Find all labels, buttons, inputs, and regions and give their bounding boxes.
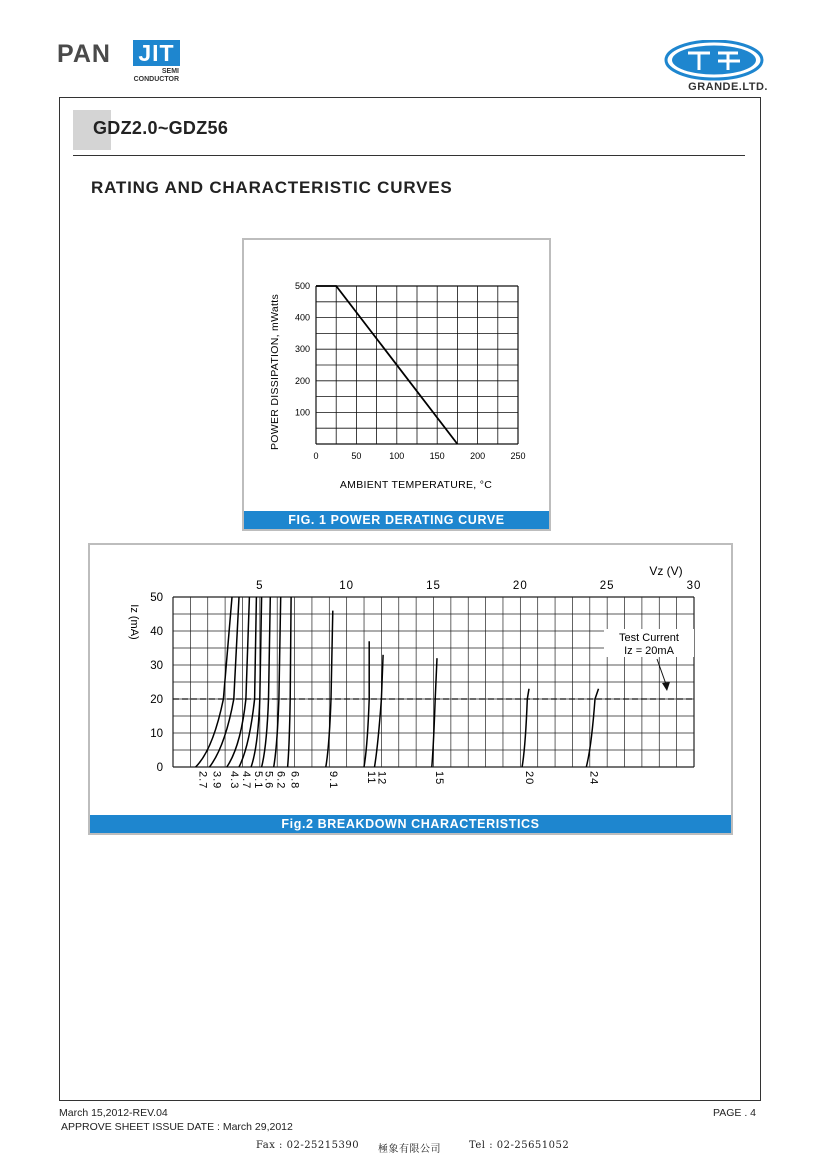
series-label: 4.3 bbox=[227, 771, 240, 790]
figure-caption: Fig.2 BREAKDOWN CHARACTERISTICS bbox=[90, 815, 731, 833]
grande-logo bbox=[662, 40, 767, 95]
x-tick-label: 25 bbox=[599, 580, 615, 592]
breakdown-curve bbox=[364, 641, 369, 767]
chart-grid bbox=[316, 286, 518, 444]
series-label: 4.7 bbox=[240, 770, 252, 790]
title-divider bbox=[73, 155, 745, 156]
page-title: GDZ2.0~GDZ56 bbox=[93, 118, 229, 138]
fax-number: Fax : 02-25215390 bbox=[256, 1140, 360, 1151]
x-tick-label: 20 bbox=[512, 580, 528, 592]
series-label: 9.1 bbox=[326, 771, 339, 790]
panjit-logo-subtitle bbox=[119, 68, 179, 84]
x-tick-label: 50 bbox=[351, 451, 362, 461]
series-label: 12 bbox=[375, 770, 388, 786]
panjit-logo-semi: SEMI bbox=[161, 68, 179, 75]
page-number: PAGE . 4 bbox=[713, 1107, 756, 1119]
grande-logo-text: GRANDE.LTD. bbox=[688, 81, 768, 93]
annotation-line-1: Test Current bbox=[619, 632, 679, 644]
x-tick-label: 30 bbox=[686, 580, 702, 592]
grande-logo-icon bbox=[662, 40, 766, 82]
figure-power-derating bbox=[242, 238, 551, 531]
series-labels bbox=[197, 771, 600, 789]
x-tick-label: 250 bbox=[510, 451, 526, 461]
x-tick-label: 100 bbox=[389, 451, 405, 461]
series-label: 5.6 bbox=[262, 770, 275, 790]
series-label: 6.2 bbox=[274, 771, 287, 790]
y-axis-label: Iz (mA) bbox=[128, 604, 140, 640]
panjit-logo-jit: JIT bbox=[133, 40, 180, 66]
tel-number: Tel : 02-25651052 bbox=[469, 1140, 570, 1151]
approve-date: APPROVE SHEET ISSUE DATE : March 29,2012 bbox=[61, 1121, 293, 1133]
x-tick-label: 150 bbox=[429, 451, 445, 461]
chart-ticks bbox=[150, 580, 701, 774]
section-heading: RATING AND CHARACTERISTIC CURVES bbox=[91, 178, 453, 197]
panjit-logo-pan: PAN bbox=[57, 40, 111, 68]
x-tick-label: 5 bbox=[256, 580, 264, 592]
series-label: 11 bbox=[365, 771, 377, 785]
x-tick-label: 0 bbox=[313, 451, 319, 461]
y-tick-label: 400 bbox=[294, 312, 310, 323]
x-tick-label: 200 bbox=[470, 451, 486, 461]
series-label: 3.9 bbox=[210, 770, 223, 790]
series-label: 15 bbox=[432, 770, 445, 786]
figure-caption: FIG. 1 POWER DERATING CURVE bbox=[244, 511, 549, 529]
x-tick-label: 15 bbox=[426, 580, 441, 592]
y-tick-label: 200 bbox=[294, 375, 310, 386]
y-tick-label: 30 bbox=[150, 660, 163, 672]
panjit-logo-conductor: CONDUCTOR bbox=[133, 76, 179, 83]
series-label: 24 bbox=[587, 771, 600, 786]
x-axis-label: AMBIENT TEMPERATURE, °C bbox=[339, 479, 493, 491]
breakdown-curve bbox=[522, 689, 529, 767]
y-tick-label: 50 bbox=[150, 592, 163, 604]
annotation-arrow-head bbox=[662, 682, 670, 691]
chart-ticks bbox=[295, 281, 526, 461]
y-tick-label: 20 bbox=[150, 694, 163, 706]
breakdown-chart bbox=[90, 545, 731, 815]
breakdown-curve bbox=[586, 689, 598, 767]
x-axis-label: Vz (V) bbox=[649, 564, 683, 578]
series-label: 2.7 bbox=[196, 770, 209, 790]
y-tick-label: 500 bbox=[294, 281, 310, 291]
breakdown-curve bbox=[432, 658, 437, 767]
series-label: 6.8 bbox=[288, 771, 301, 790]
y-axis-label: POWER DISSIPATION, mWatts bbox=[269, 293, 281, 451]
y-tick-label: 100 bbox=[294, 407, 310, 418]
panjit-logo bbox=[57, 40, 182, 90]
company-name: 極象有限公司 bbox=[378, 1144, 441, 1155]
y-tick-label: 40 bbox=[150, 626, 163, 638]
power-derating-chart bbox=[244, 240, 549, 511]
series-label: 20 bbox=[523, 770, 536, 786]
figure-breakdown-characteristics bbox=[88, 543, 733, 835]
y-tick-label: 300 bbox=[294, 344, 310, 355]
series-label: 5.1 bbox=[252, 771, 265, 790]
y-tick-label: 10 bbox=[150, 728, 163, 740]
annotation-line-2: Iz = 20mA bbox=[624, 645, 674, 657]
x-tick-label: 10 bbox=[339, 580, 355, 592]
revision-text: March 15,2012-REV.04 bbox=[59, 1107, 168, 1119]
y-tick-label: 0 bbox=[156, 762, 163, 774]
